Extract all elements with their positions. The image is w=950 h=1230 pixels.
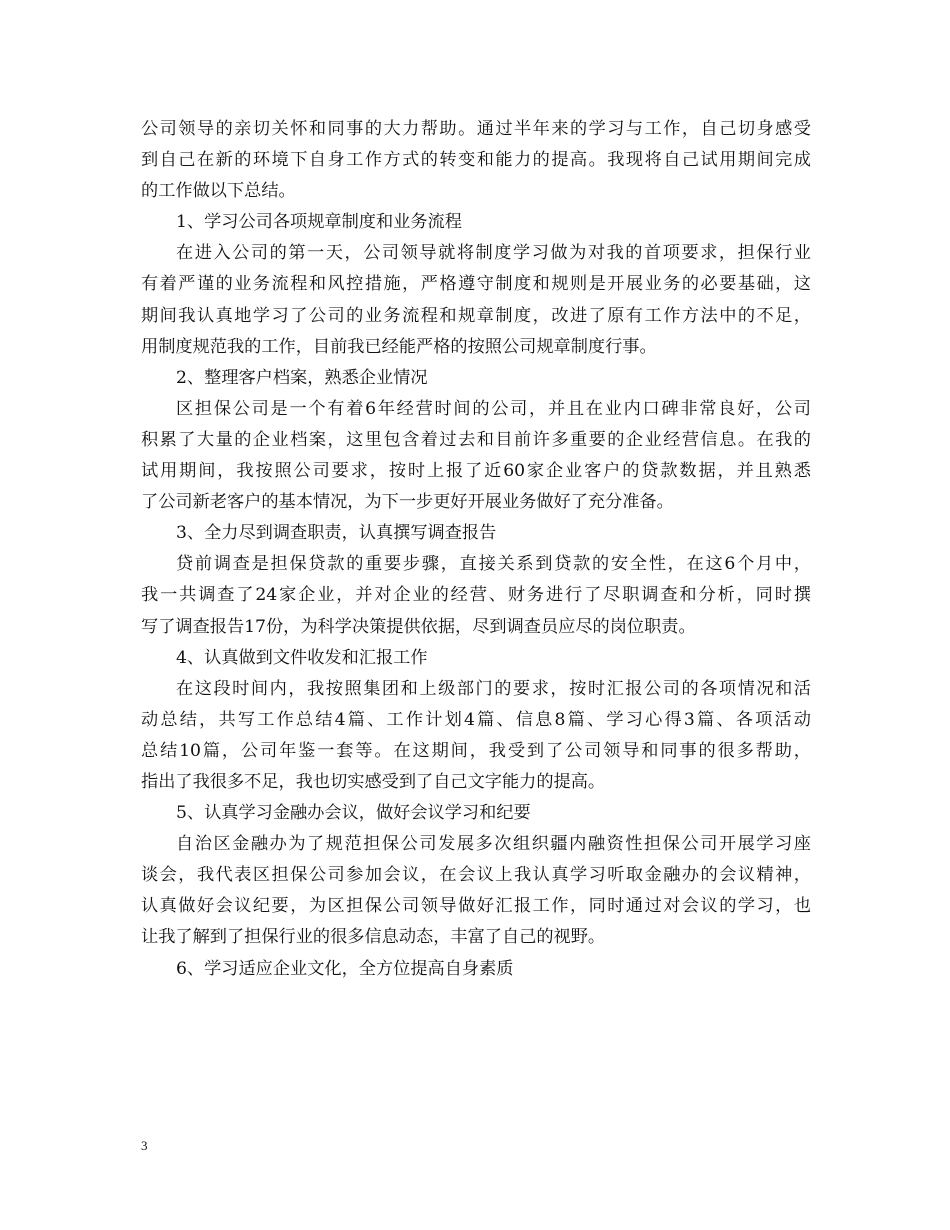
paragraph-line: 用制度规范我的工作，目前我已经能严格的按照公司规章制度行事。	[141, 336, 657, 357]
paragraph-line-indented: 贷前调查是担保贷款的重要步骤，直接关系到贷款的安全性，在这6个月中，	[176, 554, 811, 575]
paragraph-line-indented: 在进入公司的第一天，公司领导就将制度学习做为对我的首项要求，担保行业	[176, 243, 811, 264]
paragraph-line-indented: 3、全力尽到调查职责，认真撰写调查报告	[176, 523, 497, 544]
paragraph-line-indented: 2、整理客户档案，熟悉企业情况	[176, 367, 428, 388]
paragraph-line-indented: 自治区金融办为了规范担保公司发展多次组织疆内融资性担保公司开展学习座	[176, 834, 811, 855]
paragraph-line: 我一共调查了24家企业，并对企业的经营、财务进行了尽职调查和分析，同时撰	[141, 585, 811, 606]
paragraph-line: 了公司新老客户的基本情况，为下一步更好开展业务做好了充分准备。	[141, 492, 674, 513]
paragraph-line: 期间我认真地学习了公司的业务流程和规章制度，改进了原有工作方法中的不足，	[141, 305, 811, 326]
paragraph-line: 写了调查报告17份，为科学决策提供依据，尽到调查员应尽的岗位职责。	[141, 616, 696, 637]
paragraph-line-indented: 5、认真学习金融办会议，做好会议学习和纪要	[176, 803, 531, 824]
paragraph-line-indented: 区担保公司是一个有着6年经营时间的公司，并且在业内口碑非常良好，公司	[176, 398, 811, 419]
paragraph-line-indented: 6、学习适应企业文化，全方位提高自身素质	[176, 958, 514, 979]
paragraph-line: 指出了我很多不足，我也切实感受到了自己文字能力的提高。	[141, 771, 606, 792]
paragraph-line-indented: 1、学习公司各项规章制度和业务流程	[176, 212, 462, 233]
document-body	[141, 114, 811, 985]
paragraph-line: 认真做好会议纪要，为区担保公司领导做好汇报工作，同时通过对会议的学习，也	[141, 896, 811, 917]
page-number: 3	[141, 1138, 148, 1153]
paragraph-line: 谈会，我代表区担保公司参加会议，在会议上我认真学习听取金融办的会议精神，	[141, 865, 811, 886]
paragraph-line: 积累了大量的企业档案，这里包含着过去和目前许多重要的企业经营信息。在我的	[141, 429, 811, 450]
paragraph-line-indented: 在这段时间内，我按照集团和上级部门的要求，按时汇报公司的各项情况和活	[176, 678, 811, 699]
paragraph-line: 到自己在新的环境下自身工作方式的转变和能力的提高。我现将自己试用期间完成	[141, 150, 811, 171]
paragraph-line: 公司领导的亲切关怀和同事的大力帮助。通过半年来的学习与工作，自己切身感受	[141, 119, 811, 139]
paragraph-line: 让我了解到了担保行业的很多信息动态，丰富了自己的视野。	[141, 927, 606, 948]
paragraph-line: 试用期间，我按照公司要求，按时上报了近60家企业客户的贷款数据，并且熟悉	[141, 461, 811, 482]
paragraph-line: 有着严谨的业务流程和风控措施，严格遵守制度和规则是开展业务的必要基础，这	[141, 274, 811, 295]
paragraph-line: 总结10篇，公司年鉴一套等。在这期间，我受到了公司领导和同事的很多帮助，	[141, 740, 811, 761]
paragraph-line: 的工作做以下总结。	[141, 181, 296, 202]
paragraph-line: 动总结，共写工作总结4篇、工作计划4篇、信息8篇、学习心得3篇、各项活动	[141, 709, 811, 730]
paragraph-line-indented: 4、认真做到文件收发和汇报工作	[176, 647, 428, 668]
